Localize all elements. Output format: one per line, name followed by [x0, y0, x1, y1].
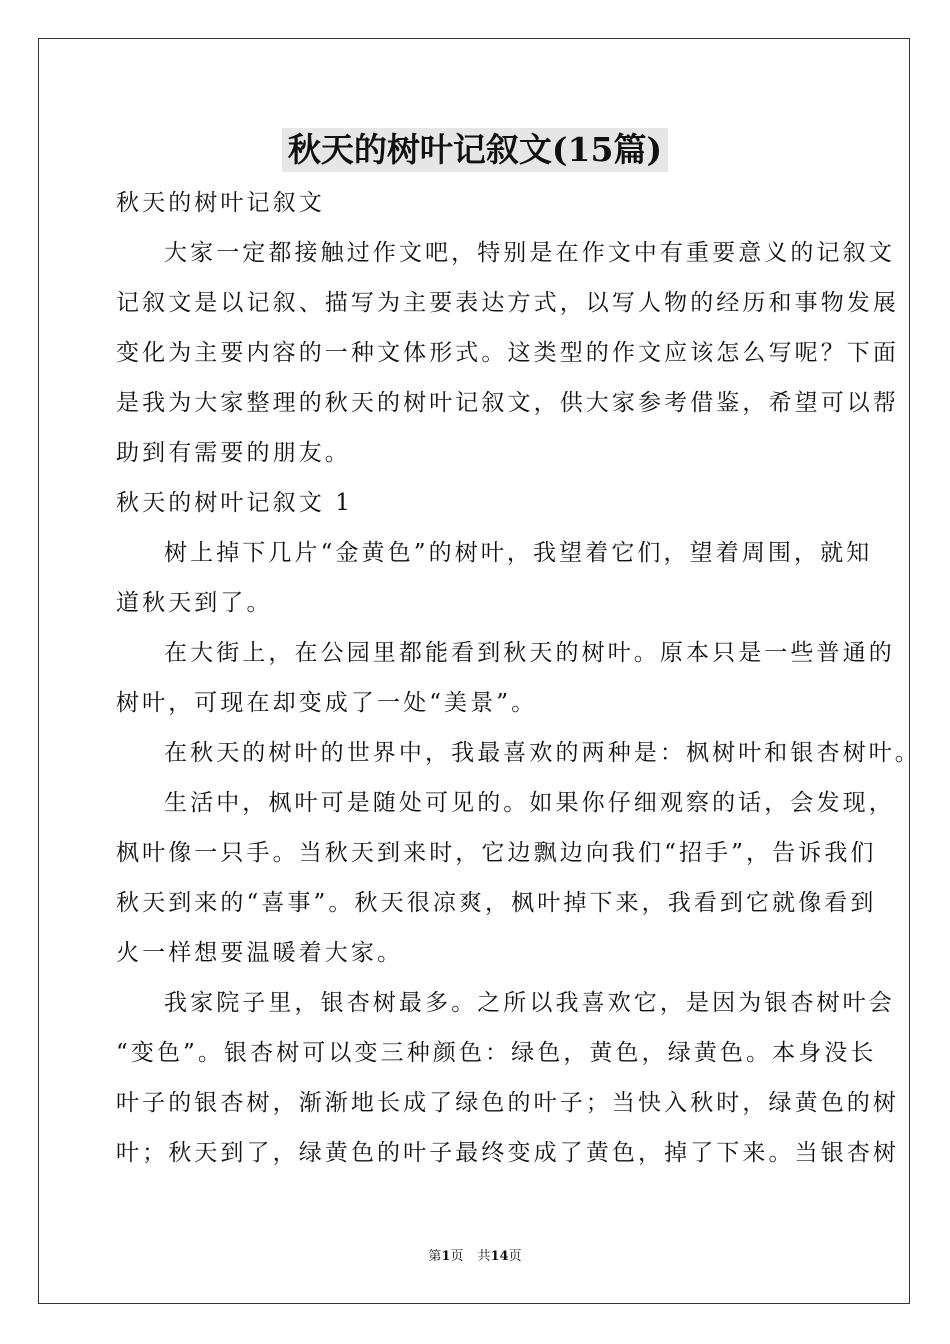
total-suffix: 页	[508, 1249, 522, 1264]
paragraph-line: 道秋天到了。	[116, 590, 273, 616]
paragraph-line: 生活中，枫叶可是随处可见的。如果你仔细观察的话，会发现，	[164, 790, 895, 816]
paragraph-line: “变色”。银杏树可以变三种颜色：绿色，黄色，绿黄色。本身没长	[116, 1040, 877, 1066]
paragraph-line: 变化为主要内容的一种文体形式。这类型的作文应该怎么写呢？下面	[116, 340, 899, 366]
paragraph-line: 记叙文是以记叙、描写为主要表达方式，以写人物的经历和事物发展	[116, 290, 899, 316]
paragraph-line: 叶；秋天到了，绿黄色的叶子最终变成了黄色，掉了下来。当银杏树	[116, 1140, 899, 1166]
paragraph-line: 助到有需要的朋友。	[116, 440, 351, 466]
paragraph-line: 我家院子里，银杏树最多。之所以我喜欢它，是因为银杏树叶会	[164, 990, 895, 1016]
paragraph-line: 在秋天的树叶的世界中，我最喜欢的两种是：枫树叶和银杏树叶。	[164, 740, 921, 766]
paragraph-line: 是我为大家整理的秋天的树叶记叙文，供大家参考借鉴，希望可以帮	[116, 390, 899, 416]
paragraph-line: 枫叶像一只手。当秋天到来时，它边飘边向我们“招手”，告诉我们	[116, 840, 877, 866]
page-prefix: 第	[428, 1249, 442, 1264]
paragraph-line: 大家一定都接触过作文吧，特别是在作文中有重要意义的记叙文	[164, 240, 895, 266]
page-footer	[0, 1248, 950, 1266]
page-number: 1	[441, 1249, 451, 1264]
document-title: 秋天的树叶记叙文(15篇)	[282, 128, 668, 172]
total-pages: 14	[490, 1249, 509, 1264]
section-heading: 秋天的树叶记叙文	[116, 190, 325, 216]
paragraph-line: 树叶，可现在却变成了一处“美景”。	[116, 690, 538, 716]
paragraph-line: 秋天到来的“喜事”。秋天很凉爽，枫叶掉下来，我看到它就像看到	[116, 890, 877, 916]
document-body	[116, 178, 921, 1178]
page-suffix: 页	[450, 1249, 464, 1264]
paragraph-line: 树上掉下几片“金黄色”的树叶，我望着它们，望着周围，就知	[164, 540, 873, 566]
paragraph-line: 火一样想要温暖着大家。	[116, 940, 404, 966]
total-prefix: 共	[477, 1249, 491, 1264]
paragraph-line: 在大街上，在公园里都能看到秋天的树叶。原本只是一些普通的	[164, 640, 895, 666]
section-heading: 秋天的树叶记叙文 1	[116, 490, 353, 516]
title-container	[0, 128, 950, 172]
paragraph-line: 叶子的银杏树，渐渐地长成了绿色的叶子；当快入秋时，绿黄色的树	[116, 1090, 899, 1116]
